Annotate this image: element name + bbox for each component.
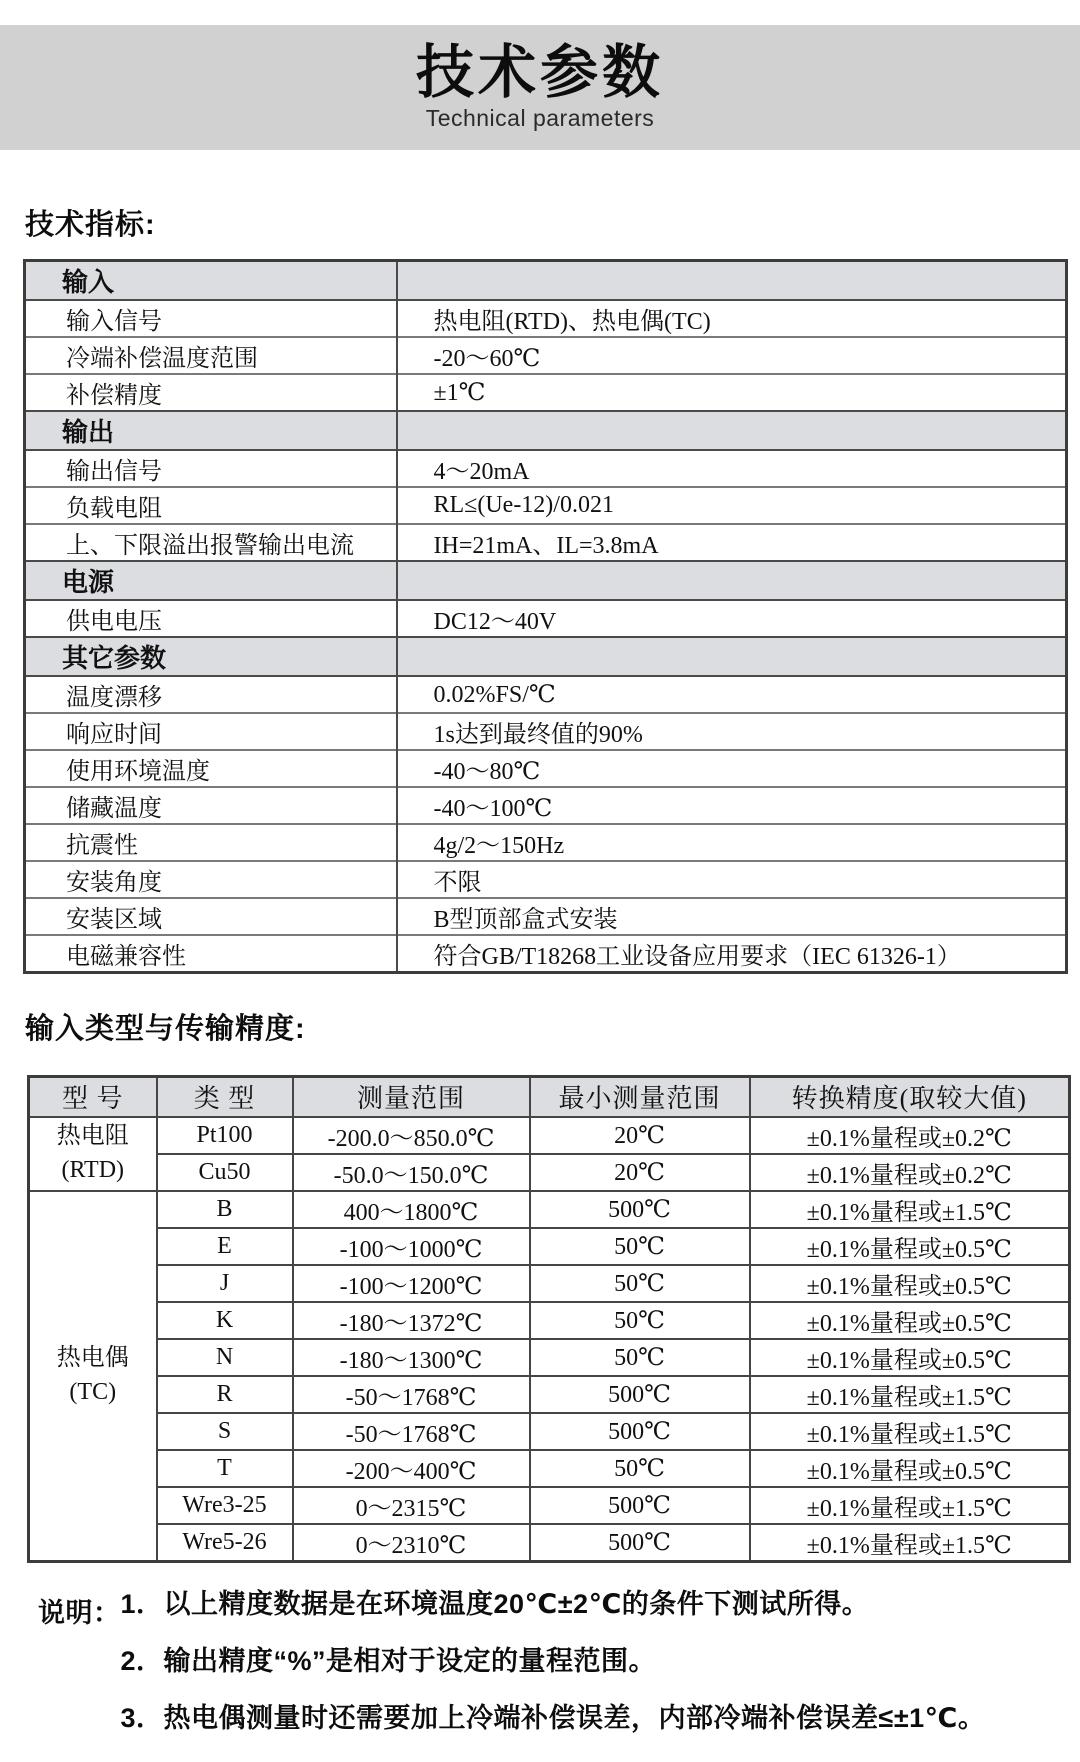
cell-accuracy: ±0.1%量程或±0.5℃ — [750, 1302, 1070, 1339]
cell-min: 500℃ — [530, 1376, 750, 1413]
group-label-rtd — [29, 1117, 157, 1191]
spec-row — [25, 600, 1067, 637]
col-header-range: 测量范围 — [293, 1077, 530, 1117]
spec-section-value — [397, 261, 1067, 301]
accuracy-row — [29, 1228, 1070, 1265]
spec-row — [25, 374, 1067, 411]
accuracy-row — [29, 1154, 1070, 1191]
cell-min: 500℃ — [530, 1413, 750, 1450]
spec-row — [25, 713, 1067, 750]
cell-min: 50℃ — [530, 1339, 750, 1376]
cell-accuracy: ±0.1%量程或±0.2℃ — [750, 1154, 1070, 1191]
cell-range: -180～1300℃ — [293, 1339, 530, 1376]
accuracy-row — [29, 1376, 1070, 1413]
spec-section-row — [25, 637, 1067, 676]
col-header-model: 型 号 — [29, 1077, 157, 1117]
accuracy-row — [29, 1117, 1070, 1154]
spec-value: 不限 — [397, 861, 1067, 898]
cell-accuracy: ±0.1%量程或±1.5℃ — [750, 1413, 1070, 1450]
cell-min: 20℃ — [530, 1117, 750, 1154]
spec-row — [25, 861, 1067, 898]
accuracy-row — [29, 1302, 1070, 1339]
spec-row — [25, 676, 1067, 713]
spec-value: 4g/2～150Hz — [397, 824, 1067, 861]
spec-value: 1s达到最终值的90% — [397, 713, 1067, 750]
accuracy-heading: 输入类型与传输精度: — [25, 1013, 306, 1045]
spec-section-label: 电源 — [25, 561, 397, 600]
cell-min: 500℃ — [530, 1524, 750, 1562]
cell-min: 500℃ — [530, 1487, 750, 1524]
spec-row — [25, 450, 1067, 487]
accuracy-row — [29, 1339, 1070, 1376]
cell-accuracy: ±0.1%量程或±0.2℃ — [750, 1117, 1070, 1154]
spec-value: ±1℃ — [397, 374, 1067, 411]
accuracy-table — [27, 1075, 1071, 1563]
spec-row — [25, 824, 1067, 861]
col-header-accuracy: 转换精度(取较大值) — [750, 1077, 1070, 1117]
spec-value: 4～20mA — [397, 450, 1067, 487]
accuracy-row — [29, 1450, 1070, 1487]
spec-value: 热电阻(RTD)、热电偶(TC) — [397, 300, 1067, 337]
group-abbr: (RTD) — [61, 1156, 125, 1183]
spec-value: B型顶部盒式安装 — [397, 898, 1067, 935]
specs-table — [23, 259, 1068, 974]
spec-section-row — [25, 561, 1067, 600]
spec-row — [25, 935, 1067, 973]
accuracy-row — [29, 1524, 1070, 1562]
accuracy-row — [29, 1487, 1070, 1524]
spec-label: 抗震性 — [25, 824, 397, 861]
spec-row — [25, 487, 1067, 524]
spec-label: 储藏温度 — [25, 787, 397, 824]
spec-section-value — [397, 637, 1067, 676]
spec-value: 0.02%FS/℃ — [397, 676, 1067, 713]
page-title: 技术参数 — [415, 39, 664, 105]
cell-range: -200～400℃ — [293, 1450, 530, 1487]
spec-value: 符合GB/T18268工业设备应用要求（IEC 61326-1） — [397, 935, 1067, 973]
cell-range: 0～2315℃ — [293, 1487, 530, 1524]
spec-label: 输入信号 — [25, 300, 397, 337]
cell-range: -200.0～850.0℃ — [293, 1117, 530, 1154]
cell-accuracy: ±0.1%量程或±1.5℃ — [750, 1524, 1070, 1562]
spec-row — [25, 300, 1067, 337]
spec-value: DC12～40V — [397, 600, 1067, 637]
group-label-tc — [29, 1191, 157, 1562]
cell-min: 50℃ — [530, 1265, 750, 1302]
group-name: 热电阻 — [56, 1122, 129, 1149]
spec-label: 温度漂移 — [25, 676, 397, 713]
cell-accuracy: ±0.1%量程或±1.5℃ — [750, 1487, 1070, 1524]
spec-label: 补偿精度 — [25, 374, 397, 411]
spec-label: 响应时间 — [25, 713, 397, 750]
cell-range: -50～1768℃ — [293, 1413, 530, 1450]
cell-accuracy: ±0.1%量程或±1.5℃ — [750, 1376, 1070, 1413]
cell-range: -100～1000℃ — [293, 1228, 530, 1265]
cell-range: -50.0～150.0℃ — [293, 1154, 530, 1191]
cell-accuracy: ±0.1%量程或±1.5℃ — [750, 1191, 1070, 1228]
cell-type: K — [157, 1302, 293, 1339]
specs-heading: 技术指标: — [25, 209, 156, 241]
page-subtitle: Technical parameters — [425, 105, 655, 132]
cell-min: 500℃ — [530, 1191, 750, 1228]
cell-range: 400～1800℃ — [293, 1191, 530, 1228]
spec-value: IH=21mA、IL=3.8mA — [397, 524, 1067, 561]
spec-section-label: 输出 — [25, 411, 397, 450]
spec-row — [25, 337, 1067, 374]
accuracy-row — [29, 1191, 1070, 1228]
accuracy-row — [29, 1265, 1070, 1302]
cell-type: Wre3-25 — [157, 1487, 293, 1524]
spec-row — [25, 750, 1067, 787]
spec-label: 安装区域 — [25, 898, 397, 935]
cell-min: 20℃ — [530, 1154, 750, 1191]
spec-section-label: 其它参数 — [25, 637, 397, 676]
spec-label: 上、下限溢出报警输出电流 — [25, 524, 397, 561]
note-item: 2．输出精度“%”是相对于设定的量程范围。 — [120, 1645, 657, 1676]
spec-label: 负载电阻 — [25, 487, 397, 524]
note-item: 3．热电偶测量时还需要加上冷端补偿误差，内部冷端补偿误差≤±1℃。 — [120, 1702, 986, 1733]
cell-type: B — [157, 1191, 293, 1228]
spec-label: 输出信号 — [25, 450, 397, 487]
cell-min: 50℃ — [530, 1302, 750, 1339]
cell-type: T — [157, 1450, 293, 1487]
spec-row — [25, 524, 1067, 561]
notes-block — [38, 1588, 1080, 1762]
cell-accuracy: ±0.1%量程或±0.5℃ — [750, 1339, 1070, 1376]
cell-type: J — [157, 1265, 293, 1302]
spec-label: 供电电压 — [25, 600, 397, 637]
note-item: 1．以上精度数据是在环境温度20℃±2℃的条件下测试所得。 — [120, 1588, 870, 1619]
cell-min: 50℃ — [530, 1450, 750, 1487]
notes-items — [120, 1588, 986, 1762]
spec-section-row — [25, 411, 1067, 450]
spec-value: -20～60℃ — [397, 337, 1067, 374]
spec-label: 安装角度 — [25, 861, 397, 898]
cell-type: N — [157, 1339, 293, 1376]
group-abbr: (TC) — [69, 1378, 117, 1405]
cell-type: Cu50 — [157, 1154, 293, 1191]
cell-accuracy: ±0.1%量程或±0.5℃ — [750, 1450, 1070, 1487]
cell-min: 50℃ — [530, 1228, 750, 1265]
cell-type: S — [157, 1413, 293, 1450]
spec-label: 使用环境温度 — [25, 750, 397, 787]
cell-type: E — [157, 1228, 293, 1265]
accuracy-header-row — [29, 1077, 1070, 1117]
spec-value: RL≤(Ue-12)/0.021 — [397, 487, 1067, 524]
page-header — [0, 25, 1080, 150]
spec-row — [25, 898, 1067, 935]
spec-section-row — [25, 261, 1067, 301]
spec-value: -40～80℃ — [397, 750, 1067, 787]
cell-range: -50～1768℃ — [293, 1376, 530, 1413]
cell-accuracy: ±0.1%量程或±0.5℃ — [750, 1228, 1070, 1265]
cell-type: R — [157, 1376, 293, 1413]
cell-range: -180～1372℃ — [293, 1302, 530, 1339]
spec-label: 电磁兼容性 — [25, 935, 397, 973]
cell-type: Pt100 — [157, 1117, 293, 1154]
cell-range: -100～1200℃ — [293, 1265, 530, 1302]
spec-section-label: 输入 — [25, 261, 397, 301]
spec-section-value — [397, 561, 1067, 600]
col-header-min-range: 最小测量范围 — [530, 1077, 750, 1117]
group-name: 热电偶 — [56, 1344, 129, 1371]
cell-accuracy: ±0.1%量程或±0.5℃ — [750, 1265, 1070, 1302]
cell-range: 0～2310℃ — [293, 1524, 530, 1562]
spec-value: -40～100℃ — [397, 787, 1067, 824]
accuracy-row — [29, 1413, 1070, 1450]
spec-label: 冷端补偿温度范围 — [25, 337, 397, 374]
notes-label: 说明： — [38, 1597, 121, 1628]
col-header-type: 类 型 — [157, 1077, 293, 1117]
spec-row — [25, 787, 1067, 824]
cell-type: Wre5-26 — [157, 1524, 293, 1562]
spec-section-value — [397, 411, 1067, 450]
